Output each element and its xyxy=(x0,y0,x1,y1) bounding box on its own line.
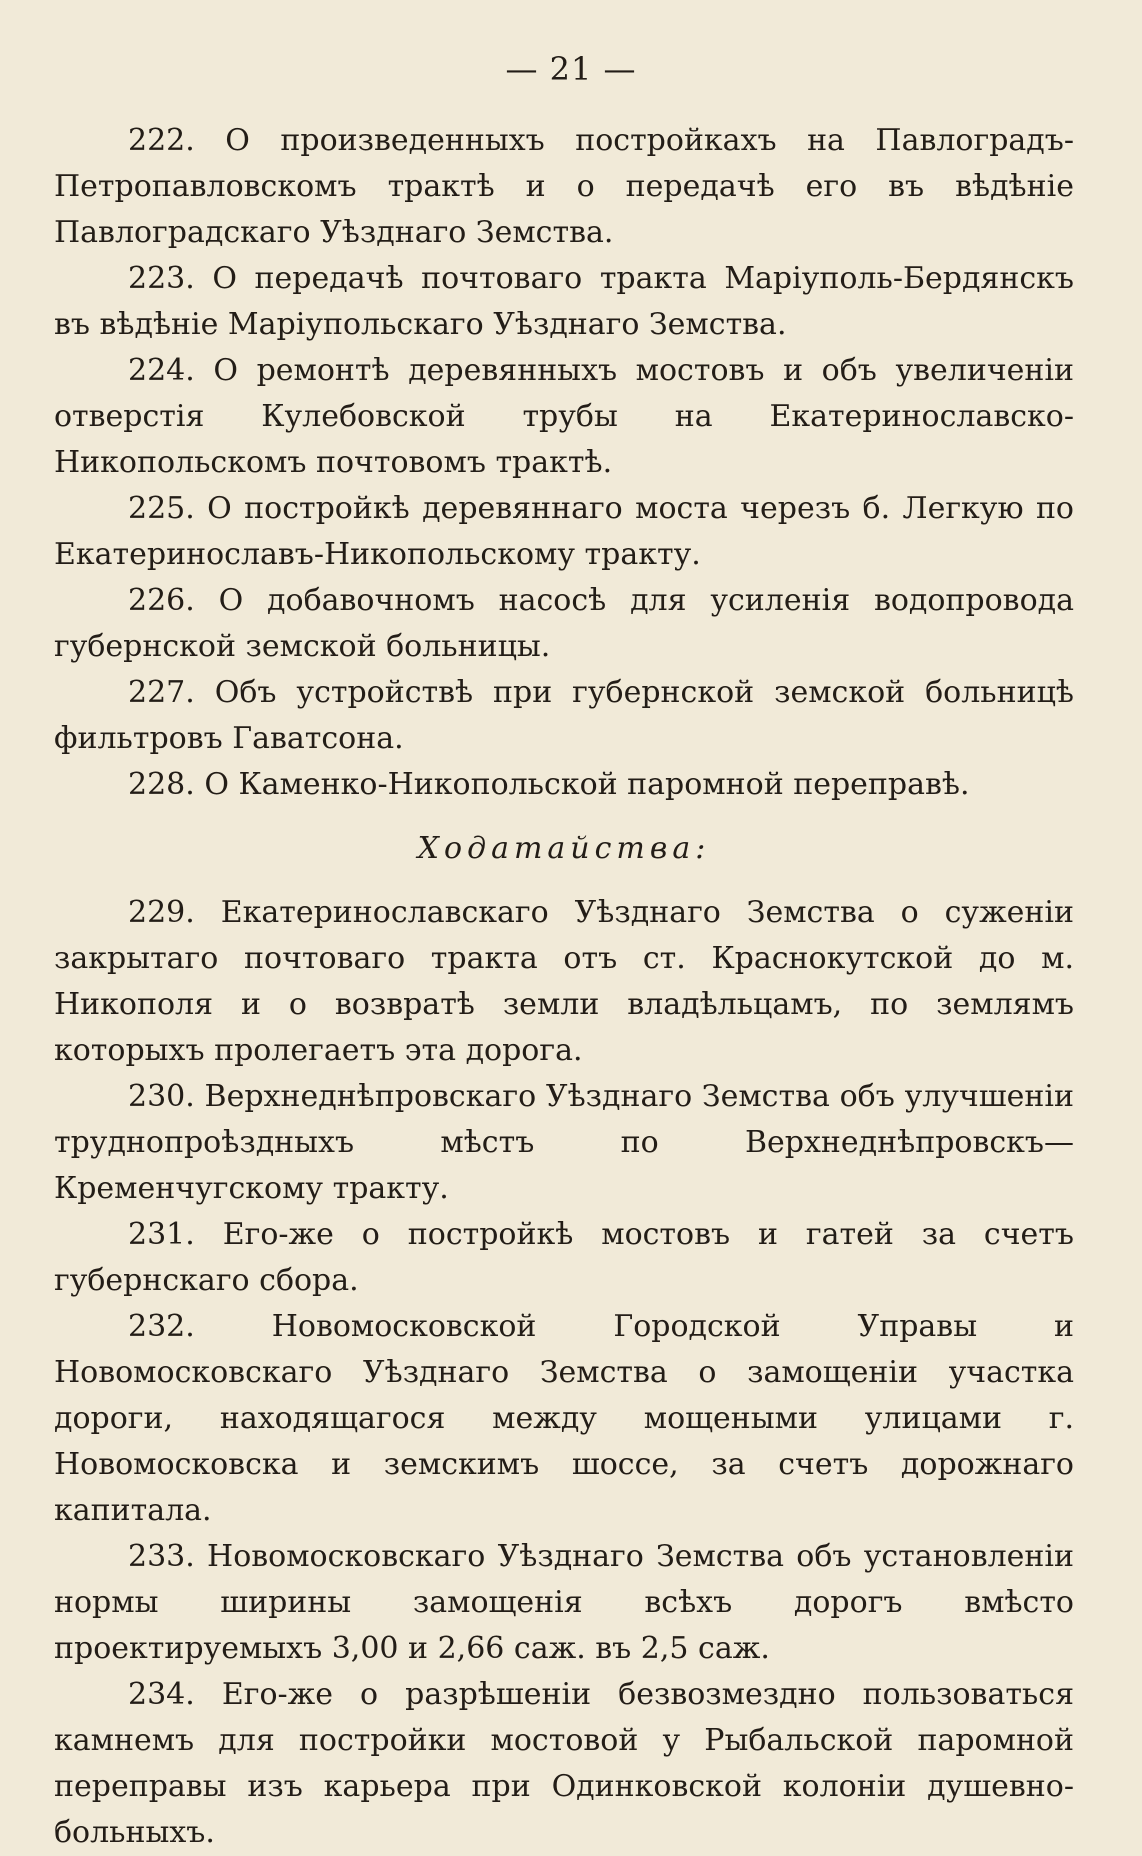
item-224: 224. О ремонтѣ деревянныхъ мостовъ и объ увеличеніи отверстія Кулебовской трубы на Екатеринославско-Никопольскомъ почтовомъ трактѣ. xyxy=(54,353,1074,480)
item-233: 233. Новомосковскаго Уѣзднаго Земства объ установленіи нормы ширины замощенія всѣхъ дорогъ вмѣсто проектируемыхъ 3,00 и 2,66 саж. въ 2,5 саж. xyxy=(54,1539,1074,1666)
section-heading-petitions: Ходатайства: xyxy=(417,831,711,866)
item-228: 228. О Каменко-Никопольской паромной переправѣ. xyxy=(128,767,970,802)
item-232: 232. Новомосковской Городской Управы и Новомосковскаго Уѣзднаго Земства о замощеніи участка дороги, находящагося между мощеными улицами г. Новомосковска и земскимъ шоссе, за счетъ дорожнаго капитала. xyxy=(54,1309,1074,1528)
item-226: 226. О добавочномъ насосѣ для усиленія водопровода губернской земской больницы. xyxy=(54,583,1074,664)
item-229: 229. Екатеринославскаго Уѣзднаго Земства о суженіи закрытаго почтоваго тракта отъ ст. Краснокутской до м. Никополя и о возвратѣ земли владѣльцамъ, по землямъ которыхъ пролегаетъ эта дорога. xyxy=(54,895,1074,1068)
text-block xyxy=(54,118,1074,1856)
item-231: 231. Его-же о постройкѣ мостовъ и гатей за счетъ губернскаго сбора. xyxy=(54,1217,1074,1298)
item-227: 227. Объ устройствѣ при губернской земской больницѣ фильтровъ Гаватсона. xyxy=(54,675,1074,756)
item-225: 225. О постройкѣ деревяннаго моста черезъ б. Легкую по Екатеринославъ-Никопольскому тракту. xyxy=(54,491,1074,572)
item-234: 234. Его-же о разрѣшеніи безвозмездно пользоваться камнемъ для постройки мостовой у Рыбальской паромной переправы изъ карьера при Одинковской колоніи душевно-больныхъ. xyxy=(54,1677,1074,1850)
item-230: 230. Верхнеднѣпровскаго Уѣзднаго Земства объ улучшеніи труднопроѣздныхъ мѣстъ по Верхнеднѣпровскъ—Кременчугскому тракту. xyxy=(54,1079,1074,1206)
item-223: 223. О передачѣ почтоваго тракта Маріуполь-Бердянскъ въ вѣдѣніе Маріупольскаго Уѣзднаго Земства. xyxy=(54,261,1074,342)
page-number: — 21 — xyxy=(505,50,637,88)
item-222: 222. О произведенныхъ постройкахъ на Павлоградъ-Петропавловскомъ трактѣ и о передачѣ его въ вѣдѣніе Павлоградскаго Уѣзднаго Земства. xyxy=(54,123,1074,250)
